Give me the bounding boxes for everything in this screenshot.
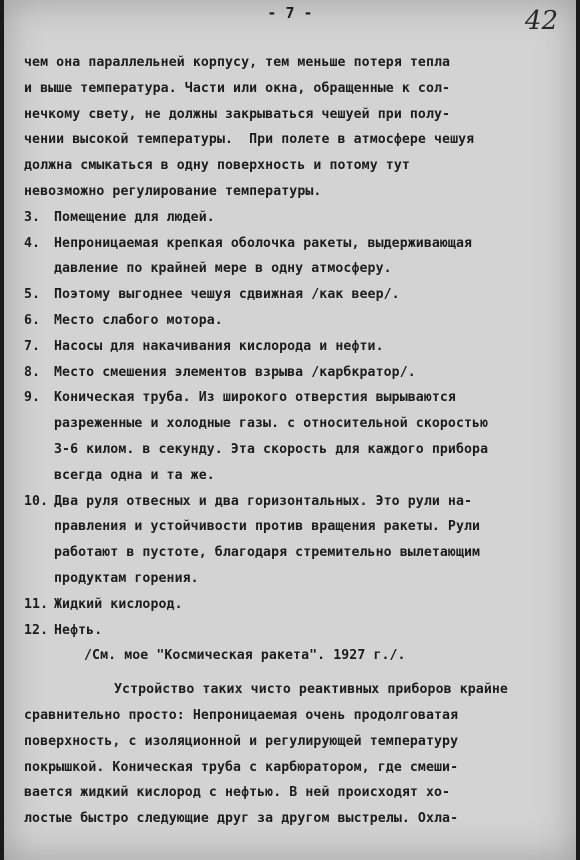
item-text: Нефть. [54, 622, 103, 638]
item-text: Жидкий кислород. [54, 596, 183, 612]
text-line: и выше температура. Части или окна, обращенные к сол- [24, 80, 451, 96]
item-text: давление по крайней мере в одну атмосферу. [54, 261, 392, 277]
item-text: Два руля отвесных и два горизонтальных. Это рули на- [54, 493, 473, 509]
item-number: 3. [24, 209, 41, 225]
item-text: разреженные и холодные газы. с относительной скоростью [54, 416, 489, 432]
text-line: чении высокой температуры. При полете в атмосфере чешуя [24, 132, 475, 148]
document-page [4, 0, 576, 860]
item-number: 7. [24, 338, 41, 354]
list-item [24, 282, 576, 308]
list-item [24, 592, 576, 618]
document-body [24, 50, 576, 832]
item-number: 4. [24, 235, 41, 251]
list-item [24, 231, 576, 283]
item-text: Место слабого мотора. [54, 312, 223, 328]
item-number: 9. [24, 390, 41, 406]
numbered-list [24, 205, 576, 644]
item-text: Место смешения элементов взрыва /карбкратор/. [54, 364, 416, 380]
text-line: поверхность, с изоляционной и регулирующей температуру [24, 733, 459, 749]
item-number: 10. [24, 493, 49, 509]
item-text: Помещение для людей. [54, 209, 215, 225]
list-item [24, 489, 576, 592]
list-item [24, 308, 576, 334]
intro-paragraph [24, 50, 576, 205]
item-number: 11. [24, 596, 49, 612]
text-line: должна смыкаться в одну поверхность и потому тут [24, 158, 410, 174]
item-text: Непроницаемая крепкая оболочка ракеты, выдерживающая [54, 235, 473, 251]
list-item [24, 385, 576, 488]
item-text: Поэтому выгоднее чешуя сдвижная /как веер/. [54, 287, 400, 303]
item-number: 6. [24, 312, 41, 328]
list-item [24, 360, 576, 386]
text-line: Устройство таких чисто реактивных приборов крайне [114, 682, 508, 698]
text-line: вается жидкий кислород с нефтью. В ней происходят хо- [24, 785, 451, 801]
item-text: 3-6 килом. в секунду. Эта скорость для каждого прибора [54, 441, 489, 457]
citation-line [24, 643, 576, 669]
text-line: покрышкой. Коническая труба с карбюратором, где смеши- [24, 759, 459, 775]
item-text: всегда одна и та же. [54, 467, 215, 483]
text-line: невозможно регулирование температуры. [24, 183, 322, 199]
page-number: - 7 - [267, 4, 313, 22]
final-paragraph [24, 677, 576, 832]
item-text: правления и устойчивости против вращения ракеты. Рули [54, 519, 481, 535]
list-item [24, 334, 576, 360]
text-line: чем она параллельней корпусу, тем меньше потеря тепла [24, 55, 451, 70]
text-line: нечкому свету, не должны закрываться чешуей при полу- [24, 106, 451, 122]
item-text: работают в пустоте, благодаря стремительно вылетающим [54, 545, 481, 561]
item-text: Насосы для накачивания кислорода и нефти. [54, 338, 384, 354]
archive-number: 42 [524, 6, 558, 36]
item-number: 8. [24, 364, 41, 380]
list-item [24, 618, 576, 644]
text-line: сравнительно просто: Непроницаемая очень продолговатая [24, 707, 459, 723]
item-number: 12. [24, 622, 49, 638]
text-line: лостые быстро следующие друг за другом выстрелы. Охла- [24, 811, 459, 827]
list-item [24, 205, 576, 231]
item-text: продуктам горения. [54, 570, 199, 586]
item-text: Коническая труба. Из широкого отверстия вырываются [54, 390, 456, 406]
citation: /См. мое "Космическая ракета". 1927 г./. [84, 648, 406, 664]
item-number: 5. [24, 287, 41, 303]
